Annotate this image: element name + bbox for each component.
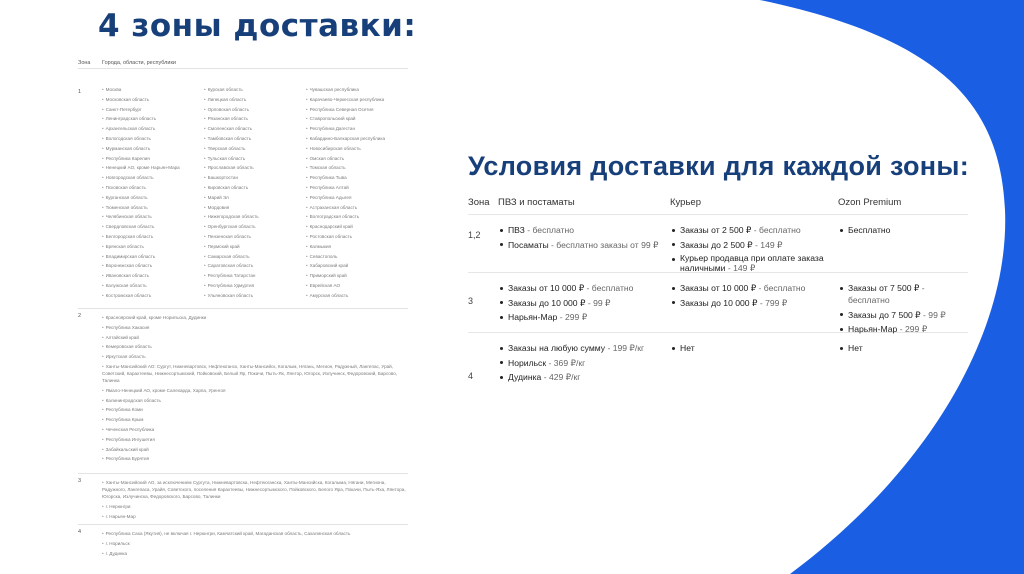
cell-courier bbox=[670, 342, 838, 357]
zone-list-item: • Кемеровская область bbox=[102, 342, 407, 352]
zone-list-item: • Саратовская область bbox=[204, 261, 306, 271]
zone-list-item: • Воронежская область bbox=[102, 261, 204, 271]
zone-list-item: • г. Нарьян-Мар bbox=[102, 512, 407, 522]
zone-list-item: • Омская область bbox=[306, 154, 408, 164]
zone-list-item: • Хабаровский край bbox=[306, 261, 408, 271]
condition-item: Нет bbox=[670, 342, 838, 354]
condition-item: Заказы от 2 500 ₽ - бесплатно bbox=[670, 224, 838, 236]
cell-pvz bbox=[498, 342, 670, 386]
zone-list-item: • Оренбургская область bbox=[204, 222, 306, 232]
zone-list-item: • Приморский край bbox=[306, 271, 408, 281]
zone-list-item: • Пермский край bbox=[204, 242, 306, 252]
zone-list-item: • Ханты-Мансийский АО, за исключением Сургута, Нижневартовска, Нефтеюганска, Ханты-Мансийска, Когалыма, Нягани, Мегиона, Радужного, Лангепаса, Урайя, Советского, поселения Карахтеевы, Нижнесортымского, Пойковского, Белого Яра, Покачи, Пыть-Яха, Лянтора, Югорска, Излучинска, Федоровского, Барсово, Талинки bbox=[102, 478, 407, 502]
zone-list-item: • Калининградская область bbox=[102, 396, 407, 406]
zone-list-item: • Ханты-Мансийский АО: Сургут, Нижневартовск, Нефтеюганск, Ханты-Мансийск, Когалым, Нягань, Мегион, Радужный, Лангепас, Урай, Советский, Карахтеевы, Нижнесортымский, Пойковский, Белый Яр, Покачи, Пыть-Ях, Лянтор, Югорск, Излучинск, Федоровский, Барсово, Талинка bbox=[102, 362, 407, 386]
zone-list-item: • Курская область bbox=[204, 85, 306, 95]
zone-list-item: • Республика Карелия bbox=[102, 154, 204, 164]
zone-3-list bbox=[102, 478, 407, 524]
zone-list-item: • Республика Хакасия bbox=[102, 323, 407, 333]
zone-4-list bbox=[102, 529, 407, 561]
zone-list-item: • Ленинградская область bbox=[102, 114, 204, 124]
zone-list-item: • г. Дудинка bbox=[102, 549, 407, 559]
zone-list-item: • Чеченская Республика bbox=[102, 425, 407, 435]
zone-list-item: • Кировская область bbox=[204, 183, 306, 193]
zone-list-item: • Краснодарский край bbox=[306, 222, 408, 232]
zones-header-places: Города, области, республики bbox=[102, 59, 176, 66]
zone-1-column-3 bbox=[306, 85, 408, 304]
condition-item: Заказы от 7 500 ₽ - бесплатно bbox=[838, 282, 968, 306]
zone-list-item: • Республика Дагестан bbox=[306, 124, 408, 134]
cell-premium bbox=[838, 282, 968, 338]
zone-number: 3 bbox=[78, 478, 82, 484]
zone-list-item: • Тамбовская область bbox=[204, 134, 306, 144]
zone-list-item: • Еврейская АО bbox=[306, 281, 408, 291]
zone-list-item: • Республика Саха (Якутия), не включая г. Нерюнгри, Камчатский край, Магаданская область, Сахалинская область bbox=[102, 529, 407, 539]
zone-2-list bbox=[102, 313, 407, 473]
header-premium: Ozon Premium bbox=[838, 197, 902, 208]
cell-pvz bbox=[498, 282, 670, 326]
zone-list-item: • Рязанская область bbox=[204, 114, 306, 124]
condition-item: Заказы от 10 000 ₽ - бесплатно bbox=[670, 282, 838, 294]
zone-list-item: • Республика Удмуртия bbox=[204, 281, 306, 291]
zone-list-item: • Курганская область bbox=[102, 193, 204, 203]
conditions-row bbox=[468, 215, 968, 273]
condition-item: Заказы до 10 000 ₽ - 99 ₽ bbox=[498, 297, 670, 309]
conditions-row bbox=[468, 273, 968, 333]
zone-list-item: • Ненецкий АО, кроме Нарьян-Мара bbox=[102, 163, 204, 173]
zone-1-column-1 bbox=[102, 85, 204, 304]
zone-list-item: • Тюменская область bbox=[102, 203, 204, 213]
conditions-table-header bbox=[468, 191, 968, 215]
zone-list-item: • Мурманская область bbox=[102, 144, 204, 154]
condition-item: Посаматы - бесплатно заказы от 99 ₽ bbox=[498, 239, 670, 251]
condition-item: Заказы от 10 000 ₽ - бесплатно bbox=[498, 282, 670, 294]
zone-list-item: • Пензенская область bbox=[204, 232, 306, 242]
zone-list-item: • Калмыкия bbox=[306, 242, 408, 252]
cell-premium bbox=[838, 342, 968, 357]
zone-list-item: • Калужская область bbox=[102, 281, 204, 291]
cell-premium bbox=[838, 224, 968, 239]
zone-list-item: • Белгородская область bbox=[102, 232, 204, 242]
condition-item: Нет bbox=[838, 342, 968, 354]
header-pvz: ПВЗ и постаматы bbox=[498, 197, 575, 208]
cell-courier bbox=[670, 282, 838, 311]
row-zone: 3 bbox=[468, 296, 474, 306]
cell-pvz bbox=[498, 224, 670, 253]
zones-header-zone: Зона bbox=[78, 59, 91, 66]
zone-number: 1 bbox=[78, 89, 82, 95]
zone-list-item: • Брянская область bbox=[102, 242, 204, 252]
zone-list-item: • Ставропольский край bbox=[306, 114, 408, 124]
zone-list-item: • Чувашская республика bbox=[306, 85, 408, 95]
condition-item: Дудинка - 429 ₽/кг bbox=[498, 371, 670, 383]
header-zone: Зона bbox=[468, 197, 490, 208]
row-zone: 1,2 bbox=[468, 230, 481, 240]
zone-3-block bbox=[78, 474, 408, 525]
zones-table-header bbox=[78, 57, 408, 69]
zone-list-item: • Санкт-Петербург bbox=[102, 105, 204, 115]
zone-list-item: • г. Нерюнгри bbox=[102, 502, 407, 512]
zone-list-item: • Республика Татарстан bbox=[204, 271, 306, 281]
zone-list-item: • Архангельская область bbox=[102, 124, 204, 134]
zone-list-item: • Свердловская область bbox=[102, 222, 204, 232]
zone-list-item: • Тульская область bbox=[204, 154, 306, 164]
zone-2-block bbox=[78, 309, 408, 474]
zone-list-item: • Астраханская область bbox=[306, 203, 408, 213]
zone-list-item: • г. Норильск bbox=[102, 539, 407, 549]
condition-item: ПВЗ - бесплатно bbox=[498, 224, 670, 236]
zone-list-item: • Костромская область bbox=[102, 291, 204, 301]
zone-list-item: • Иркутская область bbox=[102, 352, 407, 362]
zone-number: 4 bbox=[78, 529, 82, 535]
zone-list-item: • Москва bbox=[102, 85, 204, 95]
zone-1-block bbox=[78, 69, 408, 309]
zone-list-item: • Тверская область bbox=[204, 144, 306, 154]
zone-list-item: • Вологодская область bbox=[102, 134, 204, 144]
zone-list-item: • Алтайский край bbox=[102, 333, 407, 343]
zone-list-item: • Амурская область bbox=[306, 291, 408, 301]
zone-list-item: • Республика Ингушетия bbox=[102, 435, 407, 445]
zone-list-item: • Башкортостан bbox=[204, 173, 306, 183]
zone-list-item: • Томская область bbox=[306, 163, 408, 173]
condition-item: Курьер продавца при оплате заказа наличными - 149 ₽ bbox=[670, 253, 838, 273]
zone-list-item: • Кабардино-Балкарская республика bbox=[306, 134, 408, 144]
zone-list-item: • Московская область bbox=[102, 95, 204, 105]
conditions-table bbox=[468, 191, 968, 401]
zone-list-item: • Ярославская область bbox=[204, 163, 306, 173]
zone-list-item: • Ямало-Ненецкий АО, кроме Салехарда, Харпа, Уренгоя bbox=[102, 386, 407, 396]
zone-list-item: • Мордовия bbox=[204, 203, 306, 213]
cell-courier bbox=[670, 224, 838, 276]
zone-1-column-2 bbox=[204, 85, 306, 304]
zone-list-item: • Липецкая область bbox=[204, 95, 306, 105]
zone-list-item: • Владимирская область bbox=[102, 252, 204, 262]
conditions-row bbox=[468, 333, 968, 401]
zone-list-item: • Марий Эл bbox=[204, 193, 306, 203]
zone-list-item: • Челябинская область bbox=[102, 212, 204, 222]
zone-list-item: • Смоленская область bbox=[204, 124, 306, 134]
condition-item: Бесплатно bbox=[838, 224, 968, 236]
zone-list-item: • Республика Северная Осетия bbox=[306, 105, 408, 115]
condition-item: Норильск - 369 ₽/кг bbox=[498, 357, 670, 369]
zone-list-item: • Севастополь bbox=[306, 252, 408, 262]
zone-list-item: • Ивановская область bbox=[102, 271, 204, 281]
zone-list-item: • Карачаево-Черкесская республика bbox=[306, 95, 408, 105]
page-title: 4 зоны доставки: bbox=[98, 8, 417, 44]
conditions-title: Условия доставки для каждой зоны: bbox=[468, 151, 970, 181]
zone-list-item: • Республика Коми bbox=[102, 405, 407, 415]
zone-list-item: • Красноярский край, кроме Норильска, Дудинки bbox=[102, 313, 407, 323]
zone-list-item: • Республика Тыва bbox=[306, 173, 408, 183]
zone-4-block bbox=[78, 525, 408, 561]
condition-item: Заказы до 7 500 ₽ - 99 ₽ bbox=[838, 309, 968, 321]
zone-list-item: • Республика Алтай bbox=[306, 183, 408, 193]
zone-list-item: • Новосибирская область bbox=[306, 144, 408, 154]
zone-list-item: • Ульяновская область bbox=[204, 291, 306, 301]
condition-item: Нарьян-Мар - 299 ₽ bbox=[838, 323, 968, 335]
condition-item: Заказы на любую сумму - 199 ₽/кг bbox=[498, 342, 670, 354]
zone-list-item: • Забайкальский край bbox=[102, 445, 407, 455]
zone-list-item: • Республика Крым bbox=[102, 415, 407, 425]
zone-list-item: • Орловская область bbox=[204, 105, 306, 115]
condition-item: Заказы до 2 500 ₽ - 149 ₽ bbox=[670, 239, 838, 251]
zone-list-item: • Ростовская область bbox=[306, 232, 408, 242]
zone-list-item: • Нижегородская область bbox=[204, 212, 306, 222]
zone-list-item: • Самарская область bbox=[204, 252, 306, 262]
zone-number: 2 bbox=[78, 313, 82, 319]
row-zone: 4 bbox=[468, 371, 474, 381]
zone-list-item: • Псковская область bbox=[102, 183, 204, 193]
zone-list-item: • Республика Адыгея bbox=[306, 193, 408, 203]
condition-item: Нарьян-Мар - 299 ₽ bbox=[498, 311, 670, 323]
zone-list-item: • Новгородская область bbox=[102, 173, 204, 183]
zone-list-item: • Волгоградская область bbox=[306, 212, 408, 222]
zones-table bbox=[78, 57, 408, 561]
zone-list-item: • Республика Бурятия bbox=[102, 454, 407, 464]
condition-item: Заказы до 10 000 ₽ - 799 ₽ bbox=[670, 297, 838, 309]
header-courier: Курьер bbox=[670, 197, 701, 208]
